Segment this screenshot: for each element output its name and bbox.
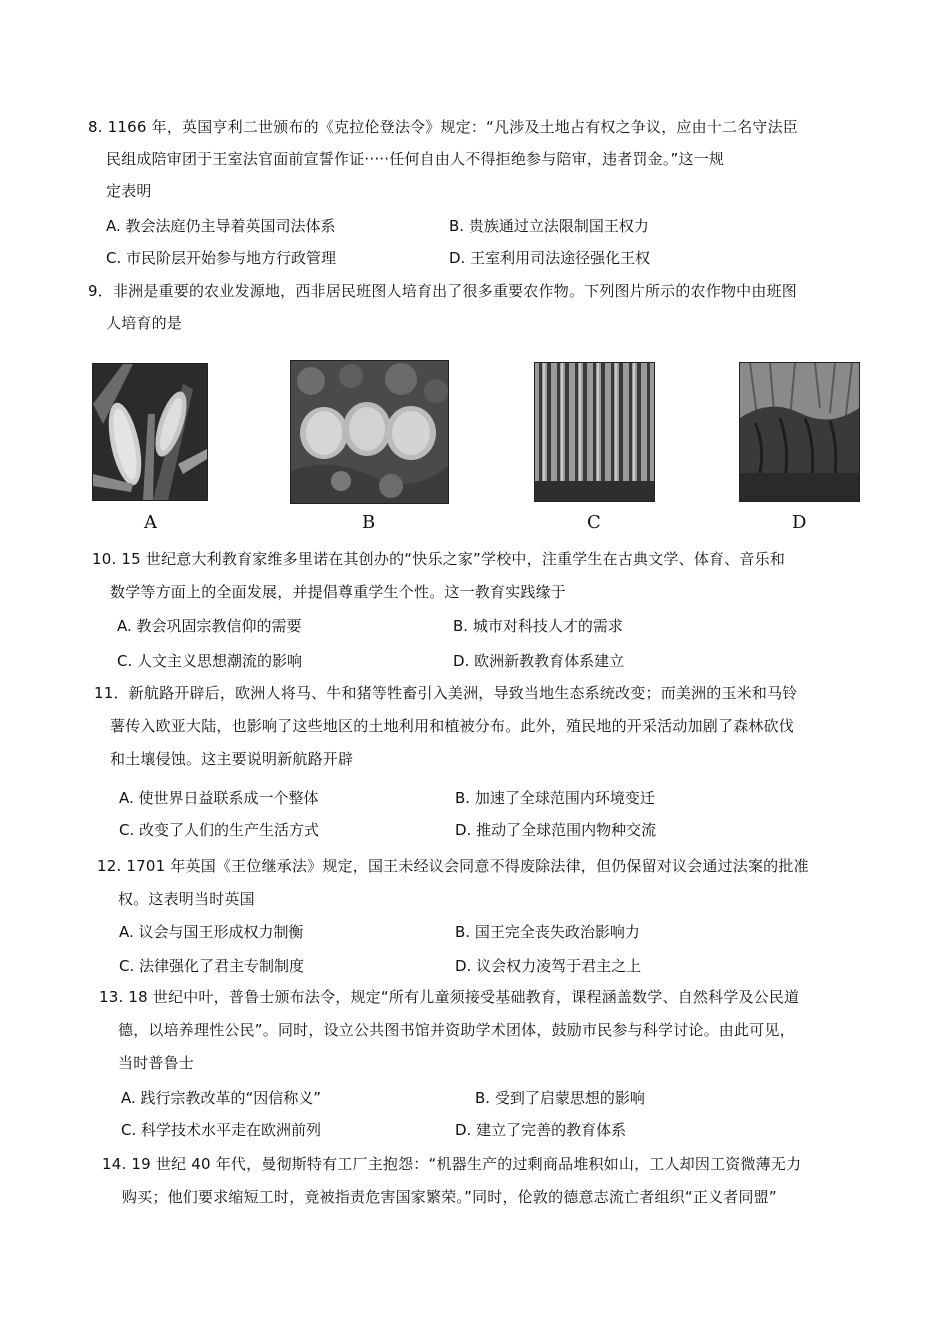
q11-line-1: 11．新航路开辟后，欧洲人将马、牛和猪等牲畜引入美洲，导致当地生态系统改变；而美洲的玉米和马铃 bbox=[94, 684, 798, 702]
q11-option-a: A. 使世界日益联系成一个整体 bbox=[119, 789, 319, 807]
q9-line-2: 人培育的是 bbox=[106, 314, 183, 332]
q13-option-a: A. 践行宗教改革的“因信称义” bbox=[121, 1089, 322, 1107]
q8-line-3: 定表明 bbox=[106, 182, 152, 200]
q9-line-1: 9．非洲是重要的农业发源地，西非居民班图人培育出了很多重要农作物。下列图片所示的农作物中由班图 bbox=[88, 282, 797, 300]
q11-line-2: 薯传入欧亚大陆，也影响了这些地区的土地利用和植被分布。此外，殖民地的开采活动加剧了森林砍伐 bbox=[110, 717, 795, 735]
q14-line-1: 14. 19 世纪 40 年代，曼彻斯特有工厂主抱怨：“机器生产的过剩商品堆积如山，工人却因工资微薄无力 bbox=[102, 1155, 802, 1173]
q14-line-2: 购买；他们要求缩短工时，竟被指责危害国家繁荣。”同时，伦敦的德意志流亡者组织“正义者同盟” bbox=[122, 1188, 777, 1206]
q11-option-c: C. 改变了人们的生产生活方式 bbox=[119, 821, 320, 839]
q11-option-d: D. 推动了全球范围内物种交流 bbox=[455, 821, 657, 839]
image-caption-c: C bbox=[587, 512, 601, 533]
q8-option-a: A. 教会法庭仍主导着英国司法体系 bbox=[106, 217, 336, 235]
q13-option-b: B. 受到了启蒙思想的影响 bbox=[475, 1089, 645, 1107]
image-caption-d: D bbox=[792, 512, 807, 533]
q8-option-d: D. 王室利用司法途径强化王权 bbox=[449, 249, 651, 267]
q12-option-d: D. 议会权力凌驾于君主之上 bbox=[455, 957, 642, 975]
q11-line-3: 和土壤侵蚀。这主要说明新航路开辟 bbox=[110, 750, 354, 768]
q13-line-2: 德，以培养理性公民”。同时，设立公共图书馆并资助学术团体，鼓励市民参与科学讨论。由此可见， bbox=[118, 1021, 795, 1039]
image-caption-b: B bbox=[362, 512, 376, 533]
q12-line-1: 12. 1701 年英国《王位继承法》规定，国王未经议会同意不得废除法律，但仍保留对议会通过法案的批准 bbox=[97, 857, 809, 875]
corn-photo bbox=[92, 363, 208, 501]
image-caption-a: A bbox=[144, 512, 157, 533]
q8-line-2: 民组成陪审团于王室法官面前宣誓作证·····任何自由人不得拒绝参与陪审，违者罚金。”这一规 bbox=[106, 150, 725, 168]
q12-line-2: 权。这表明当时英国 bbox=[118, 890, 255, 908]
q8-option-b: B. 贵族通过立法限制国王权力 bbox=[449, 217, 649, 235]
q10-line-2: 数学等方面上的全面发展，并提倡尊重学生个性。这一教育实践缘于 bbox=[110, 583, 567, 601]
q13-option-d: D. 建立了完善的教育体系 bbox=[455, 1121, 627, 1139]
q10-option-a: A. 教会巩固宗教信仰的需要 bbox=[117, 617, 302, 635]
q10-option-d: D. 欧洲新教教育体系建立 bbox=[453, 652, 625, 670]
rice-photo bbox=[739, 362, 860, 502]
q10-option-c: C. 人文主义思想潮流的影响 bbox=[117, 652, 303, 670]
q13-line-3: 当时普鲁士 bbox=[118, 1054, 195, 1072]
q10-option-b: B. 城市对科技人才的需求 bbox=[453, 617, 623, 635]
sugarcane-photo bbox=[534, 362, 655, 502]
q13-line-1: 13. 18 世纪中叶，普鲁士颁布法令，规定“所有儿童须接受基础教育，课程涵盖数学、自然科学及公民道 bbox=[99, 988, 800, 1006]
q8-option-c: C. 市民阶层开始参与地方行政管理 bbox=[106, 249, 337, 267]
q12-option-a: A. 议会与国王形成权力制衡 bbox=[119, 923, 304, 941]
q11-option-b: B. 加速了全球范围内环境变迁 bbox=[455, 789, 655, 807]
watermelon-photo bbox=[290, 360, 449, 504]
q12-option-c: C. 法律强化了君主专制制度 bbox=[119, 957, 305, 975]
q8-line-1: 8. 1166 年，英国亨利二世颁布的《克拉伦登法令》规定：“凡涉及土地占有权之争议，应由十二名守法臣 bbox=[88, 118, 798, 136]
q10-line-1: 10. 15 世纪意大利教育家维多里诺在其创办的“快乐之家”学校中，注重学生在古典文学、体育、音乐和 bbox=[92, 550, 786, 568]
q12-option-b: B. 国王完全丧失政治影响力 bbox=[455, 923, 640, 941]
q13-option-c: C. 科学技术水平走在欧洲前列 bbox=[121, 1121, 322, 1139]
